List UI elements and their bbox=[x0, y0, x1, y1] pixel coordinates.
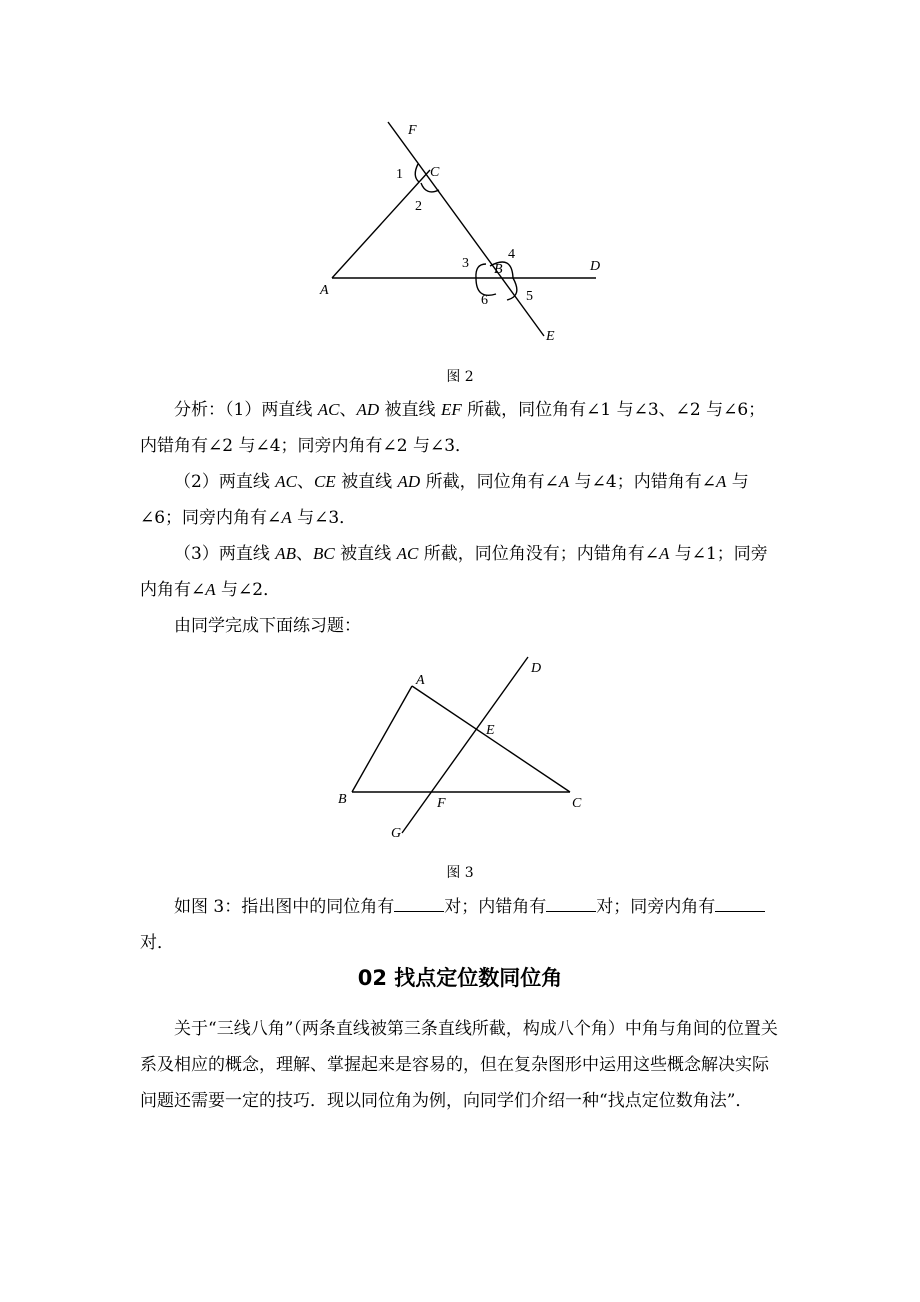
point-label-c: C bbox=[572, 796, 582, 811]
angle-label-5: 5 bbox=[526, 289, 533, 304]
point-label-a: A bbox=[320, 283, 329, 298]
line-fe bbox=[388, 122, 544, 336]
figure-2-diagram bbox=[300, 110, 630, 350]
angle-label-3: 3 bbox=[462, 256, 469, 271]
answer-blank-2[interactable] bbox=[546, 895, 596, 912]
figure-3-diagram bbox=[330, 650, 600, 850]
point-label-f: F bbox=[408, 123, 417, 138]
point-label-f: F bbox=[437, 796, 446, 811]
section-body: 关于“三线八角”（两条直线被第三条直线所截，构成八个角）中角与角间的位置关系及相应的概念，理解、掌握起来是容易的，但在复杂图形中运用这些概念解决实际问题还需要一定的技巧．现以同位角为例，向同学们介绍一种“找点定位数角法”． bbox=[140, 1019, 778, 1111]
answer-blank-3[interactable] bbox=[715, 895, 765, 912]
angle-arc-3 bbox=[476, 264, 486, 278]
point-label-c: C bbox=[430, 165, 440, 180]
exercise-question: 如图 3：指出图中的同位角有 对；内错角有 对；同旁内角有对． bbox=[140, 889, 782, 961]
figure-3-caption: 图 3 bbox=[446, 865, 474, 881]
line-ac bbox=[332, 170, 430, 278]
answer-blank-1[interactable] bbox=[394, 895, 444, 912]
segment-ab bbox=[352, 686, 412, 792]
point-label-d: D bbox=[590, 259, 601, 274]
exercise-intro: 由同学完成下面练习题： bbox=[174, 616, 361, 636]
point-label-d: D bbox=[531, 661, 542, 676]
point-label-b: B bbox=[338, 792, 347, 807]
angle-arc-1 bbox=[415, 164, 419, 182]
figure-2-caption: 图 2 bbox=[446, 369, 474, 385]
analysis-paragraph-2: （2）两直线 AC、CE 被直线 AD 所截，同位角有∠A 与∠4；内错角有∠A 与∠6；同旁内角有∠A 与∠3． bbox=[140, 472, 749, 528]
analysis-paragraph-3: （3）两直线 AB、BC 被直线 AC 所截，同位角没有；内错角有∠A 与∠1；同旁内角有∠A 与∠2． bbox=[140, 544, 768, 600]
angle-label-6: 6 bbox=[481, 293, 488, 308]
point-label-g: G bbox=[391, 826, 402, 841]
angle-label-2: 2 bbox=[415, 199, 422, 214]
angle-label-1: 1 bbox=[396, 167, 403, 182]
point-label-e: E bbox=[546, 329, 555, 344]
section-heading: 02 找点定位数同位角 bbox=[357, 966, 563, 990]
angle-label-4: 4 bbox=[508, 247, 515, 262]
point-label-a: A bbox=[416, 673, 425, 688]
point-label-e: E bbox=[486, 723, 495, 738]
analysis-paragraph-1: 分析：（1）两直线 AC、AD 被直线 EF 所截，同位角有∠1 与∠3、∠2 与∠6；内错角有∠2 与∠4；同旁内角有∠2 与∠3． bbox=[140, 400, 766, 456]
segment-ac bbox=[412, 686, 570, 792]
point-label-b: B bbox=[494, 262, 503, 277]
